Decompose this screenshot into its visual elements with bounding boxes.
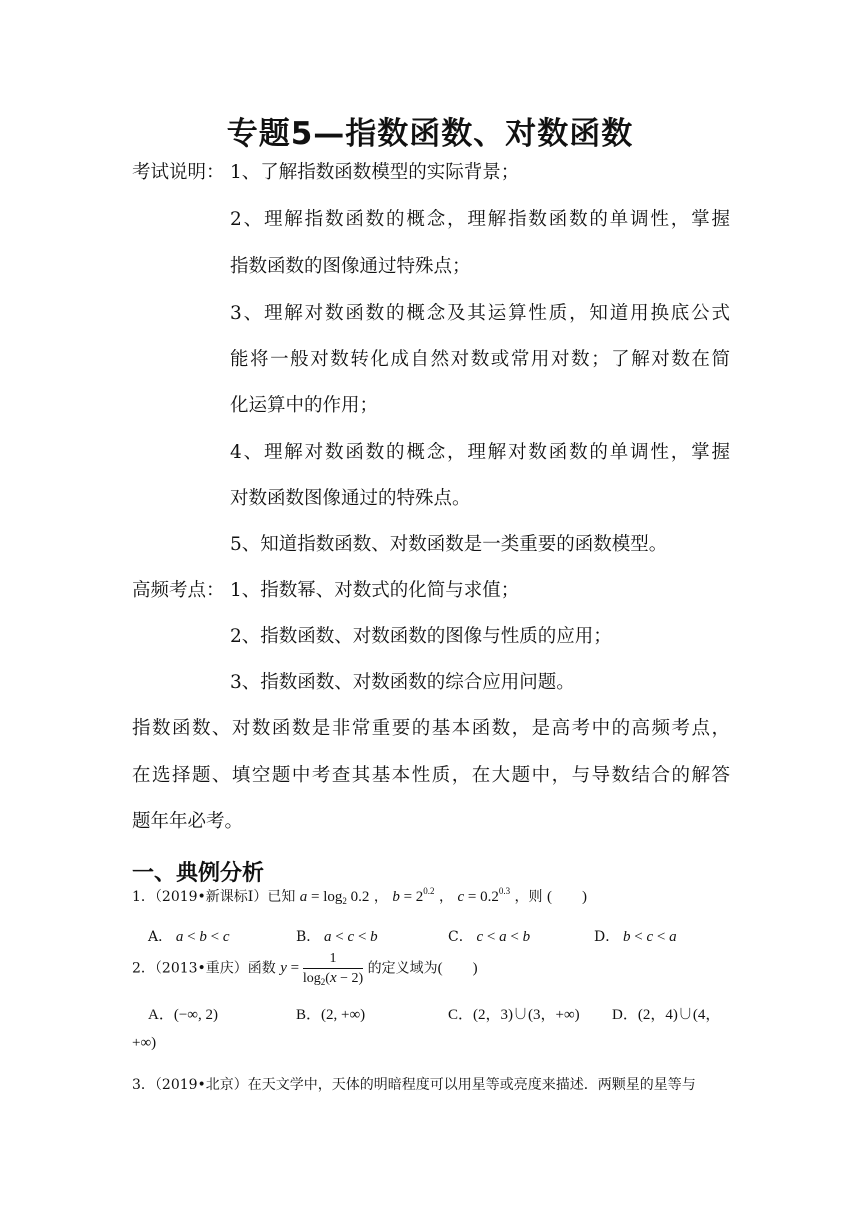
exam-desc-item-1: 1、了解指数函数模型的实际背景； [230, 162, 520, 183]
exam-desc-item-4: 4、理解对数函数的概念，理解对数函数的单调性，掌握 [230, 442, 730, 463]
question-1-c-def: $c = 0.2^{0.3}$ [457, 886, 511, 905]
hot-points-label: 高频考点： [132, 580, 225, 601]
question-1-option-a: A． a < b < c [148, 929, 230, 945]
intro-line-2: 在选择题、填空题中考查其基本性质，在大题中，与导数结合的解答 [132, 765, 730, 786]
exam-desc-item-3: 3、理解对数函数的概念及其运算性质，知道用换底公式 [230, 303, 730, 324]
question-1-a-def: $a = \log_2 0.2$ [299, 889, 370, 906]
option-letter: A． [148, 929, 173, 945]
question-2-option-d-cont: +∞) [132, 1035, 157, 1051]
option-letter: D． [594, 929, 620, 945]
question-2-option-d: D．(2，4)∪(4， [612, 1007, 721, 1023]
section-heading: 一、典例分析 [132, 861, 265, 886]
intro-line-3: 题年年必考。 [132, 811, 244, 832]
question-1-then: ，则 [514, 889, 543, 905]
hot-point-2: 2、指数函数、对数函数的图像与性质的应用； [230, 626, 612, 647]
exam-desc-item-2-cont: 指数函数的图像通过特殊点； [230, 256, 471, 277]
question-2: 2．（2013•重庆）函数 y = $\frac{1}{\log_2(x - 2)}$ 的定义域为( ) [132, 951, 478, 987]
question-1-answer-blank: ( ) [547, 889, 587, 905]
question-1-prefix: 1．（2019•新课标Ⅰ）已知 [132, 889, 296, 905]
fraction: $\frac{1}{\log_2(x - 2)}$ [302, 951, 364, 987]
question-1-option-d: D． b < c < a [594, 929, 677, 945]
option-letter: B． [296, 929, 321, 945]
exam-desc-item-3-cont: 能将一般对数转化成自然对数或常用对数；了解对数在简 [230, 349, 730, 370]
exam-desc-item-5: 5、知道指数函数、对数函数是一类重要的函数模型。 [230, 534, 668, 555]
exam-desc-item-4-cont: 对数函数图像通过的特殊点。 [230, 488, 471, 509]
question-1-option-c: C． c < a < b [448, 929, 531, 945]
question-2-suffix: 的定义域为 [367, 960, 438, 977]
page-title: 专题5—指数函数、对数函数 [226, 116, 634, 152]
question-1-b-def: $b = 2^{0.2}$ [392, 886, 435, 905]
exam-desc-label: 考试说明： [132, 162, 225, 183]
intro-line-1: 指数函数、对数函数是非常重要的基本函数，是高考中的高频考点， [132, 718, 730, 739]
question-2-prefix: 2．（2013•重庆）函数 [132, 960, 276, 977]
question-2-option-c: C．(2，3)∪(3，+∞) [448, 1007, 580, 1023]
question-1-option-b: B． a < c < b [296, 929, 378, 945]
question-2-option-b: B．(2, +∞) [296, 1007, 366, 1023]
question-1: 1．（2019•新课标Ⅰ）已知 $a = \log_2 0.2$ ， $b = 2^{0.2}$ ， $c = 0.2^{0.3}$ ，则 ( ) [132, 886, 587, 906]
hot-point-1: 1、指数幂、对数式的化简与求值； [230, 580, 520, 601]
exam-desc-item-3-cont2: 化运算中的作用； [230, 395, 379, 416]
exam-desc-item-2: 2、理解指数函数的概念，理解指数函数的单调性，掌握 [230, 209, 730, 230]
option-letter: C． [448, 929, 473, 945]
question-2-option-a: A．(−∞, 2) [148, 1007, 218, 1023]
hot-point-3: 3、指数函数、对数函数的综合应用问题。 [230, 672, 575, 693]
question-3: 3．（2019•北京）在天文学中，天体的明暗程度可以用星等或亮度来描述．两颗星的星等与 [132, 1077, 696, 1093]
question-2-function: y = $\frac{1}{\log_2(x - 2)}$ [280, 951, 364, 987]
